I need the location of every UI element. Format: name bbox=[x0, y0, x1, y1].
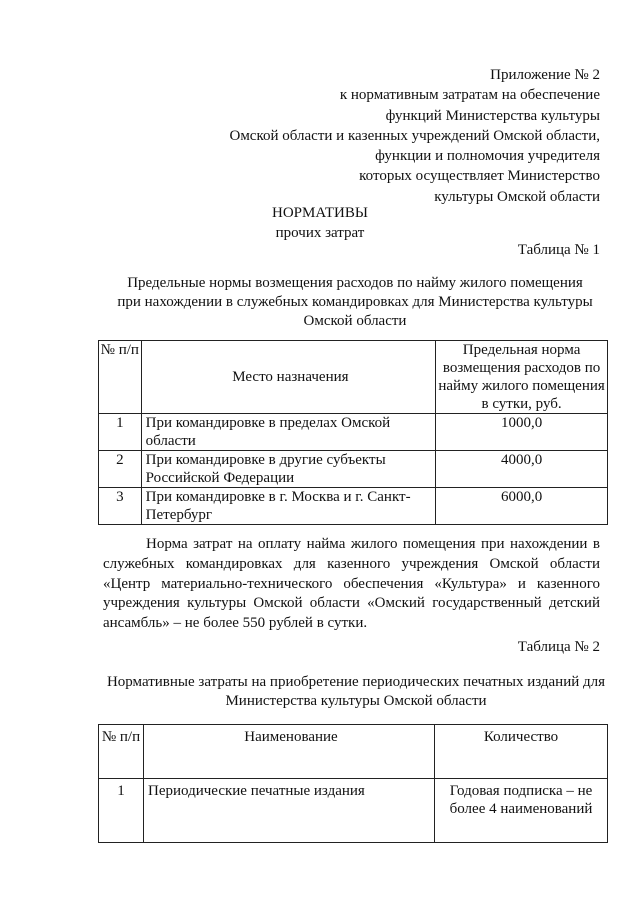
table1-header-norm: Предельная норма возмещения расходов по найму жилого помещения в сутки, руб. bbox=[436, 341, 608, 414]
table1-cell-norm: 4000,0 bbox=[436, 451, 608, 488]
appendix-line: функции и полномочия учредителя bbox=[375, 148, 600, 165]
table1-header-row bbox=[99, 341, 608, 414]
appendix-line: Омской области и казенных учреждений Омской области, bbox=[229, 127, 600, 144]
table1-cell-norm: 1000,0 bbox=[436, 414, 608, 451]
table-row bbox=[99, 414, 608, 451]
table1-cell-num: 3 bbox=[99, 488, 142, 525]
appendix-header bbox=[180, 65, 600, 207]
table2-heading bbox=[100, 673, 612, 711]
table-row bbox=[99, 488, 608, 525]
table-row bbox=[99, 451, 608, 488]
table2-label: Таблица № 2 bbox=[517, 639, 600, 655]
table1-cell-norm: 6000,0 bbox=[436, 488, 608, 525]
table1-heading-line: Предельные нормы возмещения расходов по найму жилого помещения bbox=[127, 275, 583, 291]
table1-header-place: Место назначения bbox=[141, 341, 436, 414]
table2-header-qty: Количество bbox=[435, 725, 608, 779]
table1-cell-num: 2 bbox=[99, 451, 142, 488]
appendix-line: к нормативным затратам на обеспечение bbox=[339, 87, 600, 104]
table2-header-name: Наименование bbox=[144, 725, 435, 779]
table-row bbox=[99, 779, 608, 843]
table1-label: Таблица № 1 bbox=[517, 242, 600, 258]
table2-header-row bbox=[99, 725, 608, 779]
table2-header-num: № п/п bbox=[99, 725, 144, 779]
table1-heading-line: Омской области bbox=[303, 313, 407, 329]
document-title: НОРМАТИВЫ bbox=[272, 205, 368, 221]
table1-cell-place: При командировке в г. Москва и г. Санкт-Петербург bbox=[141, 488, 436, 525]
appendix-line: культуры Омской области bbox=[434, 188, 600, 205]
table1-cell-place: При командировке в другие субъекты Российской Федерации bbox=[141, 451, 436, 488]
table1-cell-place: При командировке в пределах Омской области bbox=[141, 414, 436, 451]
table1-header-num: № п/п bbox=[99, 341, 142, 414]
table1-cell-num: 1 bbox=[99, 414, 142, 451]
table1 bbox=[98, 340, 608, 525]
paragraph-text: Норма затрат на оплату найма жилого помещения при нахождении в служебных командировках для казенного учреждения Омской области «Центр материально-технического обеспечения «Культура» и казенного учреждения культуры Омской области «Омский государственный детский ансамбль» – не более 550 рублей в сутки. bbox=[103, 536, 600, 632]
table1-heading bbox=[100, 274, 610, 331]
table2-cell-name: Периодические печатные издания bbox=[144, 779, 435, 843]
document-subtitle: прочих затрат bbox=[275, 225, 365, 241]
table2-heading-line: Нормативные затраты на приобретение периодических печатных изданий для bbox=[106, 674, 606, 690]
appendix-line: функций Министерства культуры bbox=[385, 107, 600, 124]
norm-paragraph bbox=[103, 535, 600, 634]
appendix-line: которых осуществляет Министерство bbox=[359, 168, 600, 185]
table2-heading-line: Министерства культуры Омской области bbox=[225, 693, 487, 709]
table1-heading-line: при нахождении в служебных командировках для Министерства культуры bbox=[117, 294, 593, 310]
table2-cell-num: 1 bbox=[99, 779, 144, 843]
table2-cell-qty: Годовая подписка – не более 4 наименований bbox=[435, 779, 608, 843]
table2 bbox=[98, 724, 608, 843]
appendix-line: Приложение № 2 bbox=[490, 67, 600, 83]
